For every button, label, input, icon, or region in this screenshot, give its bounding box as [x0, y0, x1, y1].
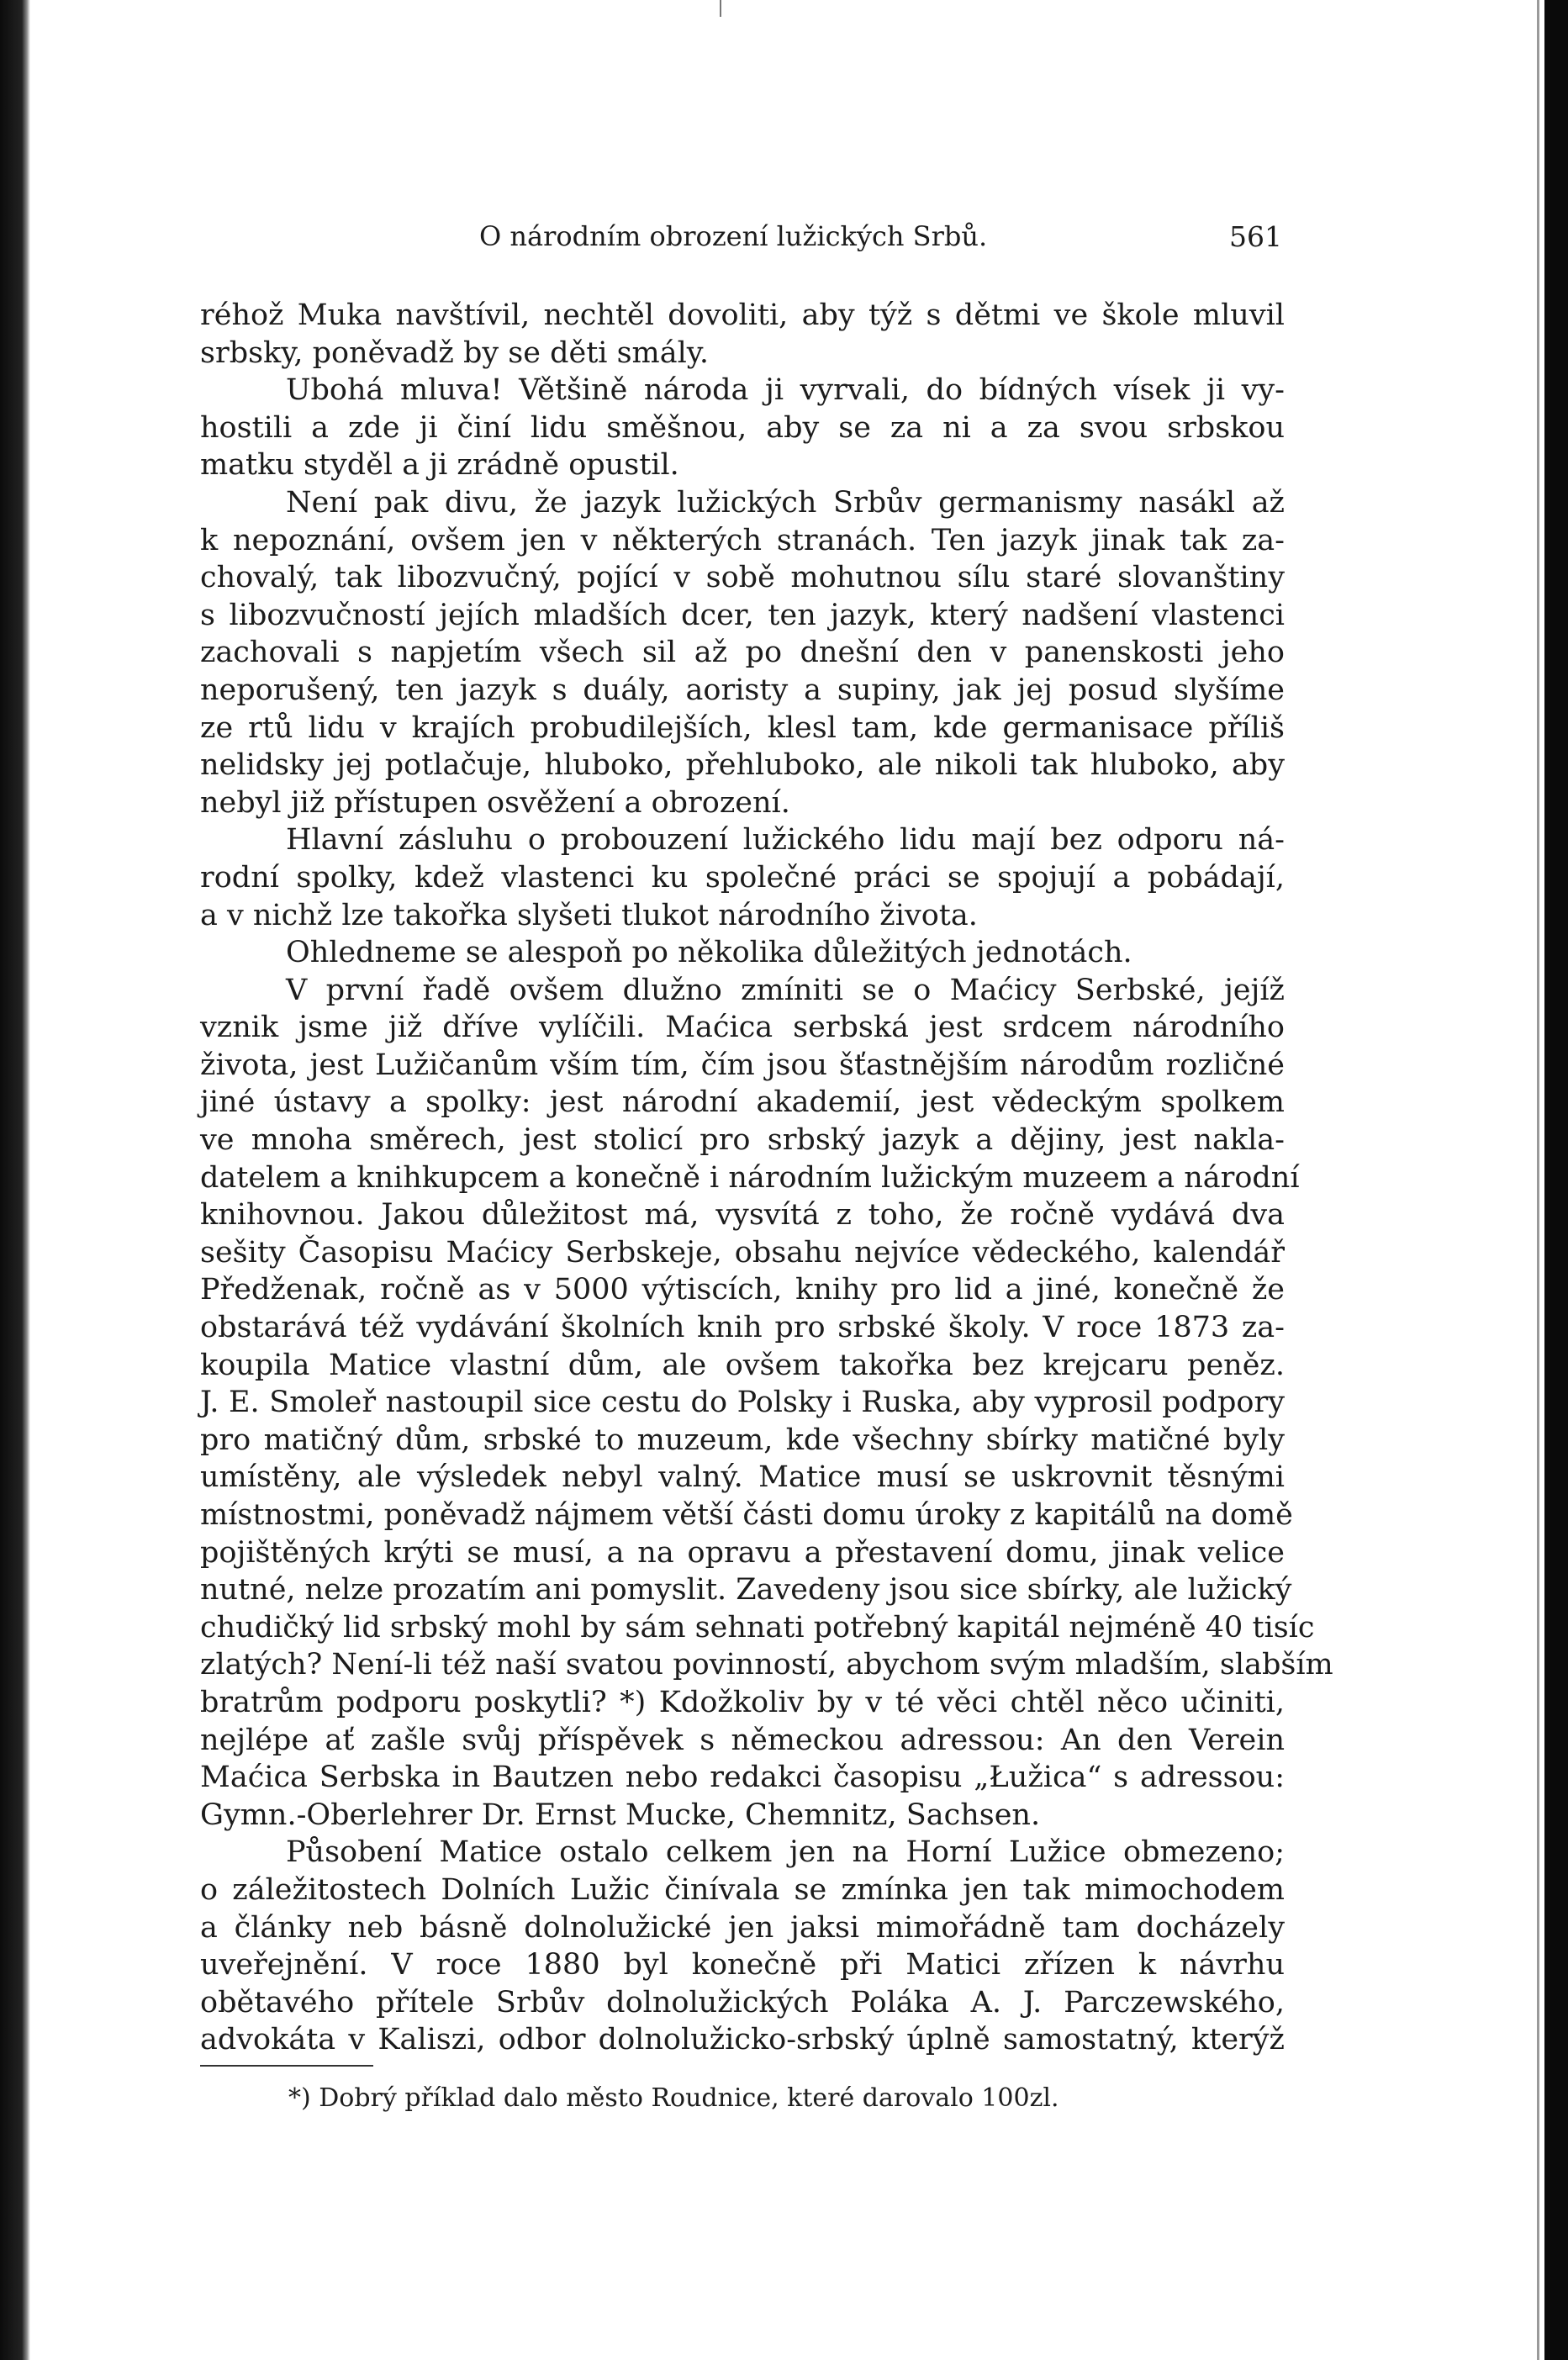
text-line: Maćica Serbska in Bautzen nebo redakci časopisu „Łužica“ s adressou:	[200, 1761, 1285, 1795]
text-line: nutné, nelze prozatím ani pomyslit. Zavedeny jsou sice sbírky, ale lužický	[200, 1573, 1292, 1608]
text-line: Hlavní zásluhu o probouzení lužického lidu mají bez odporu ná-	[286, 823, 1285, 858]
text-line: neporušený, ten jazyk s duály, aoristy a supiny, jak jej posud slyšíme	[200, 673, 1285, 707]
text-line: V první řadě ovšem dlužno zmíniti se o Maćicy Serbské, jejíž	[286, 973, 1285, 1007]
text-line: koupila Matice vlastní dům, ale ovšem takořka bez krejcaru peněz.	[200, 1348, 1285, 1382]
text-line: knihovnou. Jakou důležitost má, vysvítá z toho, že ročně vydává dva	[200, 1198, 1285, 1233]
text-line: datelem a knihkupcem a konečně i národním lužickým muzeem a národní	[200, 1160, 1300, 1195]
text-line: s libozvučností jejích mladších dcer, ten jazyk, který nadšení vlastenci	[200, 598, 1285, 632]
text-line: a články neb básně dolnolužické jen jaksi mimořádně tam docházely	[200, 1910, 1285, 1945]
text-line: chovalý, tak libozvučný, pojící v sobě mohutnou sílu staré slovanštiny	[200, 561, 1285, 595]
footnote-rule	[200, 2065, 373, 2067]
text-line: sešity Časopisu Maćicy Serbskeje, obsahu nejvíce vědeckého, kalendář	[200, 1235, 1285, 1270]
text-line: Ohledneme se alespoň po několika důležitých jednotách.	[286, 936, 1132, 970]
text-line: k nepoznání, ovšem jen v některých stranách. Ten jazyk jinak tak za-	[200, 523, 1285, 557]
scan-right-edge-line	[1537, 0, 1539, 2360]
text-line: advokáta v Kaliszi, odbor dolnolužicko-srbský úplně samostatný, kterýž	[200, 2023, 1285, 2057]
text-line: o záležitostech Dolních Lužic činívala se zmínka jen tak mimochodem	[200, 1872, 1285, 1907]
footnote: *) Dobrý příklad dalo město Roudnice, které darovalo 100zl.	[288, 2083, 1059, 2113]
page-number: 561	[1229, 220, 1282, 253]
running-header-title: O národním obrození lužických Srbů.	[479, 220, 988, 252]
text-line: matku styděl a ji zrádně opustil.	[200, 448, 679, 483]
text-line: obstarává též vydávání školních knih pro srbské školy. V roce 1873 za-	[200, 1311, 1285, 1345]
text-line: uveřejnění. V roce 1880 byl konečně při Matici zřízen k návrhu	[200, 1948, 1285, 1983]
text-line: hostili a zde ji činí lidu směšnou, aby se za ni a za svou srbskou	[200, 410, 1285, 445]
text-line: Není pak divu, že jazyk lužických Srbův germanismy nasákl až	[286, 485, 1285, 520]
text-line: místnostmi, poněvadž nájmem větší části domu úroky z kapitálů na domě	[200, 1498, 1293, 1532]
text-line: ze rtů lidu v krajích probudilejších, klesl tam, kde germanisace příliš	[200, 710, 1285, 745]
text-line: a v nichž lze takořka slyšeti tlukot národního života.	[200, 898, 978, 932]
text-line: chudičký lid srbský mohl by sám sehnati potřebný kapitál nejméně 40 tisíc	[200, 1610, 1315, 1645]
scan-left-edge	[0, 0, 30, 2360]
text-line: zlatých? Není-li též naší svatou povinností, abychom svým mladším, slabším	[200, 1648, 1333, 1682]
text-line: nejlépe ať zašle svůj příspěvek s německou adressou: An den Verein	[200, 1723, 1285, 1757]
text-line: pojištěných krýti se musí, a na opravu a přestavení domu, jinak velice	[200, 1535, 1285, 1570]
text-line: ve mnoha směrech, jest stolicí pro srbský jazyk a dějiny, jest nakla-	[200, 1123, 1285, 1158]
text-line: Působení Matice ostalo celkem jen na Horní Lužice obmezeno;	[286, 1835, 1285, 1870]
text-line: srbsky, poněvadž by se děti smály.	[200, 335, 710, 370]
text-line: obětavého přítele Srbův dolnolužických Poláka A. J. Parczewského,	[200, 1985, 1285, 2019]
text-line: réhož Muka navštívil, nechtěl dovoliti, aby týž s dětmi ve škole mluvil	[200, 298, 1285, 332]
text-line: života, jest Lužičanům vším tím, čím jsou šťastnějším národům rozličné	[200, 1048, 1285, 1082]
scan-right-edge	[1544, 0, 1568, 2360]
text-line: pro matičný dům, srbské to muzeum, kde všechny sbírky matičné byly	[200, 1423, 1285, 1457]
text-line: umístěny, ale výsledek nebyl valný. Matice musí se uskrovnit těsnými	[200, 1460, 1285, 1495]
text-line: jiné ústavy a spolky: jest národní akademií, jest vědeckým spolkem	[200, 1085, 1285, 1120]
text-line: zachovali s napjetím všech sil až po dnešní den v panenskosti jeho	[200, 636, 1285, 670]
text-line: rodní spolky, kdež vlastenci ku společné práci se spojují a pobádají,	[200, 860, 1285, 895]
scan-top-mark	[720, 0, 721, 17]
text-line: nelidsky jej potlačuje, hluboko, přehluboko, ale nikoli tak hluboko, aby	[200, 748, 1285, 783]
text-line: J. E. Smoleř nastoupil sice cestu do Polsky i Ruska, aby vyprosil podpory	[200, 1386, 1285, 1420]
text-line: bratrům podporu poskytli? *) Kdožkoliv by v té věci chtěl něco učiniti,	[200, 1685, 1285, 1719]
body-text	[200, 297, 1333, 2059]
text-line: Předženak, ročně as v 5000 výtiscích, knihy pro lid a jiné, konečně že	[200, 1273, 1285, 1307]
text-line: vznik jsme již dříve vylíčili. Maćica serbská jest srdcem národního	[200, 1011, 1285, 1045]
text-line: nebyl již přístupen osvěžení a obrození.	[200, 785, 790, 820]
text-line: Ubohá mluva! Většině národa ji vyrvali, do bídných vísek ji vy-	[286, 373, 1285, 408]
text-line: Gymn.-Oberlehrer Dr. Ernst Mucke, Chemnitz, Sachsen.	[200, 1798, 1041, 1832]
